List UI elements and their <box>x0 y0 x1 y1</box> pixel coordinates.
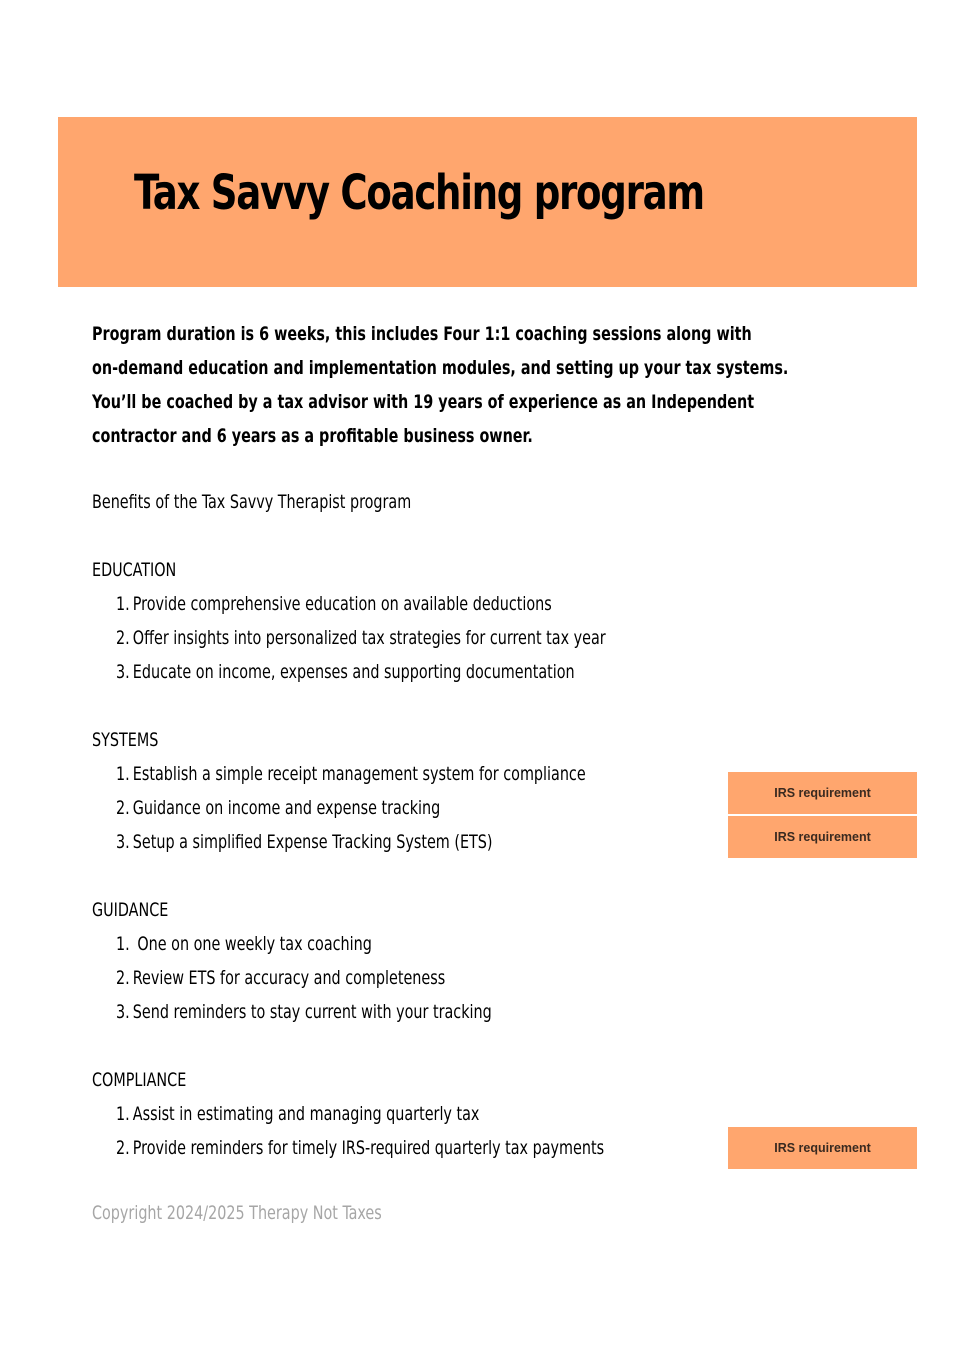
item-number: 2. <box>116 627 130 649</box>
item-number: 2. <box>116 1137 130 1159</box>
item-number: 2. <box>116 797 130 819</box>
item-text: Review ETS for accuracy and completeness <box>132 967 446 989</box>
intro-line: contractor and 6 years as a profitable business owner. <box>92 425 533 447</box>
list-item <box>116 961 492 995</box>
item-number: 3. <box>116 661 130 683</box>
list-item <box>116 757 586 791</box>
list-item <box>116 1097 604 1131</box>
copyright-notice: Copyright 2024/2025 Therapy Not Taxes <box>92 1202 382 1224</box>
item-text: Send reminders to stay current with your tracking <box>132 1001 492 1023</box>
list-item <box>116 621 606 655</box>
item-text: Guidance on income and expense tracking <box>132 797 441 819</box>
item-text: Setup a simplified Expense Tracking System (ETS) <box>132 831 493 853</box>
list-item <box>116 927 492 961</box>
section-title-education: EDUCATION <box>92 559 177 581</box>
item-number: 3. <box>116 831 130 853</box>
intro-line: Program duration is 6 weeks, this includes Four 1:1 coaching sessions along with <box>92 323 752 345</box>
benefits-heading: Benefits of the Tax Savvy Therapist program <box>92 491 412 513</box>
item-text: Offer insights into personalized tax strategies for current tax year <box>132 627 606 649</box>
title-banner <box>58 117 917 287</box>
item-number: 1. <box>116 763 130 785</box>
item-number: 1. <box>116 933 130 955</box>
list-item <box>116 791 586 825</box>
compliance-list <box>116 1097 697 1165</box>
section-title-systems: SYSTEMS <box>92 729 159 751</box>
section-title-compliance: COMPLIANCE <box>92 1069 187 1091</box>
systems-list <box>116 757 675 859</box>
list-item <box>116 825 586 859</box>
irs-requirement-badge: IRS requirement <box>728 1127 917 1169</box>
irs-requirement-badge: IRS requirement <box>728 772 917 814</box>
item-text: One on one weekly tax coaching <box>132 933 372 955</box>
section-title-guidance: GUIDANCE <box>92 899 169 921</box>
item-number: 2. <box>116 967 130 989</box>
list-item <box>116 1131 604 1165</box>
page-title: Tax Savvy Coaching program <box>134 165 704 221</box>
item-text: Educate on income, expenses and supporting documentation <box>132 661 575 683</box>
list-item <box>116 587 606 621</box>
education-list <box>116 587 699 689</box>
item-text: Provide reminders for timely IRS-required quarterly tax payments <box>132 1137 605 1159</box>
item-number: 3. <box>116 1001 130 1023</box>
item-number: 1. <box>116 1103 130 1125</box>
list-item <box>116 995 492 1029</box>
intro-paragraph <box>92 317 912 453</box>
intro-line: on-demand education and implementation modules, and setting up your tax systems. <box>92 357 789 379</box>
guidance-list <box>116 927 563 1029</box>
intro-line: You’ll be coached by a tax advisor with 19 years of experience as an Independent <box>92 391 755 413</box>
irs-requirement-badge: IRS requirement <box>728 816 917 858</box>
item-text: Assist in estimating and managing quarterly tax <box>132 1103 480 1125</box>
item-text: Provide comprehensive education on available deductions <box>132 593 552 615</box>
item-number: 1. <box>116 593 130 615</box>
list-item <box>116 655 606 689</box>
item-text: Establish a simple receipt management system for compliance <box>132 763 586 785</box>
